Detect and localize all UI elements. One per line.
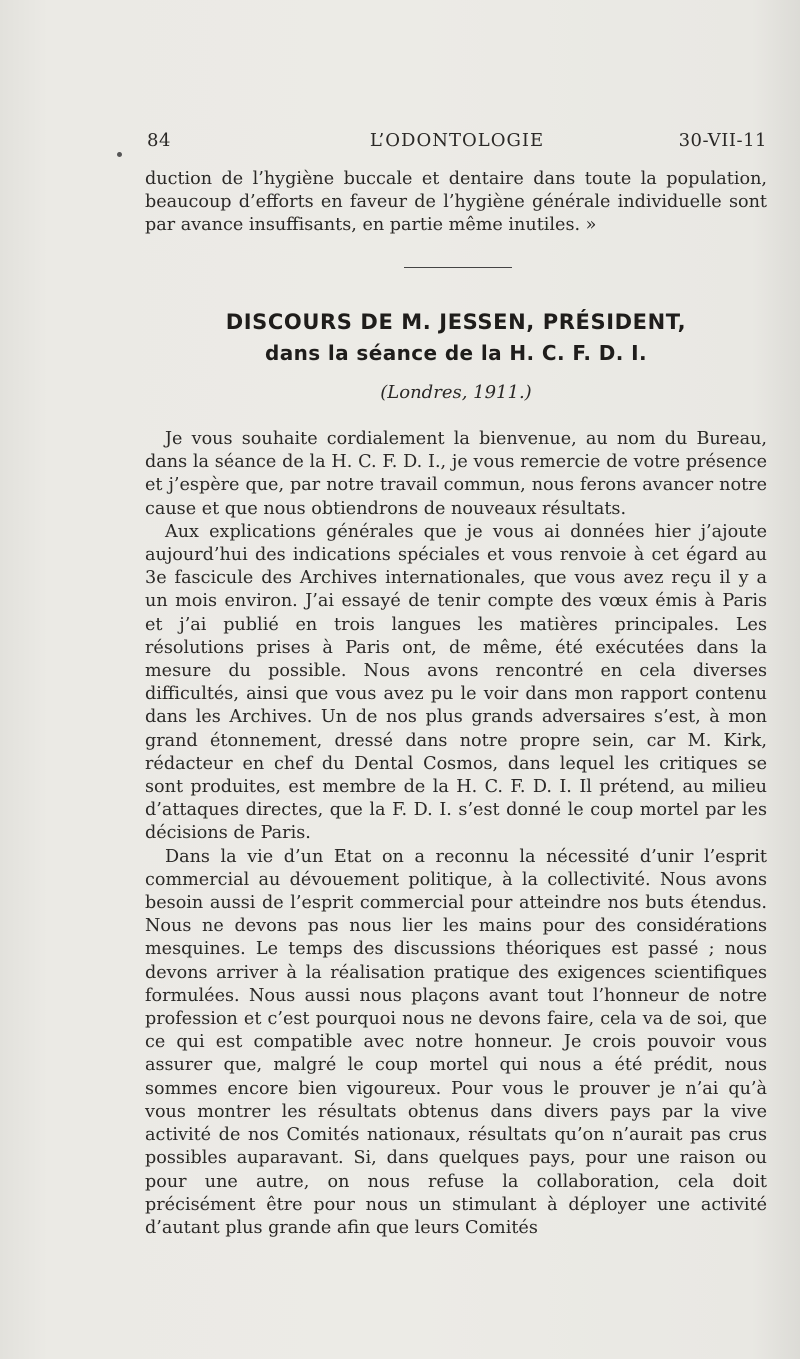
article-body	[145, 428, 767, 1240]
paragraph: Aux explications générales que je vous ai données hier j’ajoute aujourd’hui des indications spéciales et vous renvoie à cet égard au 3e fascicule des Archives internationales, que vous avez reçu il y a un mois environ. J’ai essayé de tenir compte des vœux émis à Paris et j’ai publié en trois langues les matières principales. Les résolutions prises à Paris ont, de même, été exécutées dans la mesure du possible. Nous avons rencontré en cela diverses difficultés, ainsi que vous avez pu le voir dans mon rapport contenu dans les Archives. Un de nos plus grands adversaires s’est, à mon grand étonnement, dressé dans notre propre sein, car M. Kirk, rédacteur en chef du Dental Cosmos, dans lequel les critiques se sont produites, est membre de la H. C. F. D. I. Il prétend, au milieu d’attaques directes, que la F. D. I. s’est donné le coup mortel par les décisions de Paris.	[145, 521, 767, 844]
running-title: L’ODONTOLOGIE	[369, 130, 545, 151]
margin-dot	[117, 152, 122, 157]
article-title-line2: dans la séance de la H. C. F. D. I.	[265, 341, 647, 365]
continuation-paragraph	[145, 168, 767, 238]
paragraph: Je vous souhaite cordialement la bienvenue, au nom du Bureau, dans la séance de la H. C. F. D. I., je vous remercie de votre présence et j’espère que, par notre travail commun, nous ferons avancer notre cause et que nous obtiendrons de nouveaux résultats.	[145, 429, 767, 519]
article-title: DISCOURS DE M. JESSEN, PRÉSIDENT,	[225, 310, 687, 334]
page-header	[147, 130, 767, 160]
article-subtitle: (Londres, 1911.)	[380, 382, 532, 403]
issue-date: 30-VII-11	[678, 130, 767, 151]
continuation-text: duction de l’hygiène buccale et dentaire dans toute la population, beaucoup d’efforts en faveur de l’hygiène générale individuelle sont par avance insuffisants, en partie même inutiles. »	[145, 169, 767, 236]
section-divider	[404, 267, 512, 268]
page-number: 84	[147, 130, 171, 151]
paragraph: Dans la vie d’un Etat on a reconnu la nécessité d’unir l’esprit commercial au dévouement politique, à la collectivité. Nous avons besoin aussi de l’esprit commercial pour atteindre nos buts étendus. Nous ne devons pas nous lier les mains pour des considérations mesquines. Le temps des discussions théoriques est passé ; nous devons arriver à la réalisation pratique des exigences scientifiques formulées. Nous aussi nous plaçons avant tout l’honneur de notre profession et c’est pourquoi nous ne devons faire, cela va de soi, que ce qui est compatible avec notre honneur. Je crois pouvoir vous assurer que, malgré le coup mortel qui nous a été prédit, nous sommes encore bien vigoureux. Pour vous le prouver je n’ai qu’à vous montrer les résultats obtenus dans divers pays par la vive activité de nos Comités nationaux, résultats qu’on n’aurait pas crus possibles auparavant. Si, dans quelques pays, pour une raison ou pour une autre, on nous refuse la collaboration, cela doit précisément être pour nous un stimulant à déployer une activité d’autant plus grande afin que leurs Comités	[145, 846, 767, 1238]
